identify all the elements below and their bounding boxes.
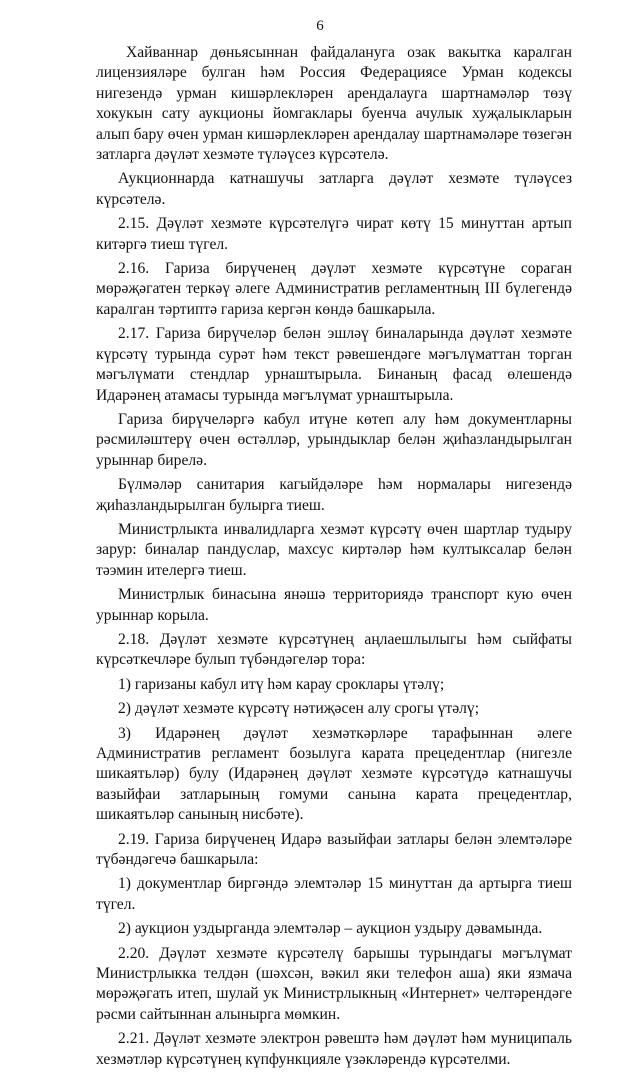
paragraph-parking: Министрлык бинасына янәшә территориядә транспорт кую өчен урыннар корыла. [96, 586, 572, 624]
list-item-2-19-2: 2) аукцион уздырганда элемтәләр – аукцион уздыру дәвамында. [118, 920, 543, 938]
paragraph-auction-free: Аукционнарда катнашучы затларга дәүләт хезмәте түләүсез күрсәтелә. [96, 170, 572, 208]
list-item-2-18-3: 3) Идарәнең дәүләт хезмәткәрләре тарафыннан әлеге Административ регламент бозылуга карата прецедентлар (нигезле шикаятьләр) булу (Идарәнең дәүләт хезмәте күрсәтүдә катнашучы вазыйфаи затларының гомуми санына карата прецедентлар, шикаятьләр санының нисбәте). [96, 724, 572, 824]
paragraph-2-20: 2.20. Дәүләт хезмәте күрсәтелү барышы турындагы мәгълүмат Министрлыкка телдән (шәхсән, вәкил яки телефон аша) яки язмача мөрәҗәгать итеп, шулай ук Министрлыкның «Интернет» челтәрендәге рәсми сайтыннан алынырга мөмкин. [96, 944, 572, 1023]
paragraph-2-21: 2.21. Дәүләт хезмәте электрон рәвештә һәм дәүләт һәм муниципаль хезмәтләр күрсәтүнең күпфункцияле үзәкләрендә күрсәтелми. [96, 1030, 572, 1068]
paragraph-2-15: 2.15. Дәүләт хезмәте күрсәтелүгә чират көтү 15 минуттан артып китәргә тиеш түгел. [96, 215, 572, 253]
document-body [96, 43, 572, 1074]
paragraph-2-17: 2.17. Гариза бирүчеләр белән эшләү биналарында дәүләт хезмәте күрсәтү турында сурәт һәм текст рәвешендәге мәгълүматтан торган мәгълүмати стендлар урнаштырыла. Бинаның фасад өлешендә Идарәнең атамасы турында мәгълүмат урнаштырыла. [96, 325, 572, 404]
paragraph-sanitary: Бүлмәләр санитария кагыйдәләре һәм нормалары нигезендә җиһазландырылган булырга тиеш. [96, 476, 572, 514]
paragraph-hunting-licenses: Хайваннар дөньясыннан файдалануга озак вакытка каралган лицензияләре булган һәм Россия Федерациясе Урман кодексы нигезендә урман кишәрлекләрен арендалауга шартнамәләр төзү хокукын сату аукционы йомгаклары буенча ачулык хуҗалыкларын алып бару өчен урман кишәрлекләрен арендалау шартнамәләре төзегән затларга дәүләт хезмәте түләүсез күрсәтелә. [96, 44, 572, 164]
paragraph-waiting-area: Гариза бирүчеләргә кабул итүне көтеп алу һәм документларны рәсмиләштерү өчен өстәлләр, урындыклар белән җиһазландырылган урыннар бирелә. [96, 410, 572, 469]
page-number: 6 [316, 18, 324, 34]
list-item-2-19-1: 1) документлар биргәндә элемтәләр 15 минуттан да артырга тиеш түгел. [96, 875, 572, 913]
paragraph-2-18: 2.18. Дәүләт хезмәте күрсәтүнең аңлаешлылыгы һәм сыйфаты күрсәткечләре булып түбәндәгеләр тора: [96, 630, 572, 669]
list-item-2-18-2: 2) дәүләт хезмәте күрсәтү нәтиҗәсен алу срогы үтәлү; [118, 700, 480, 718]
list-item-2-18-1: 1) гаризаны кабул итү һәм карау сроклары үтәлү; [118, 675, 445, 693]
paragraph-2-16: 2.16. Гариза бирүченең дәүләт хезмәте күрсәтүне сораган мөрәҗәгатен теркәү әлеге Административ регламентның III бүлегендә каралган тәртиптә гариза кергән көндә башкарыла. [96, 260, 572, 318]
paragraph-disabled-access: Министрлыкта инвалидларга хезмәт күрсәтү өчен шартлар тудыру зарур: биналар пандуслар, махсус киртәләр һәм култыксалар белән тәэмин ителергә тиеш. [96, 520, 572, 579]
paragraph-2-19: 2.19. Гариза бирүченең Идарә вазыйфаи затлары белән элемтәләре түбәндәгечә башкарыла: [96, 830, 572, 869]
